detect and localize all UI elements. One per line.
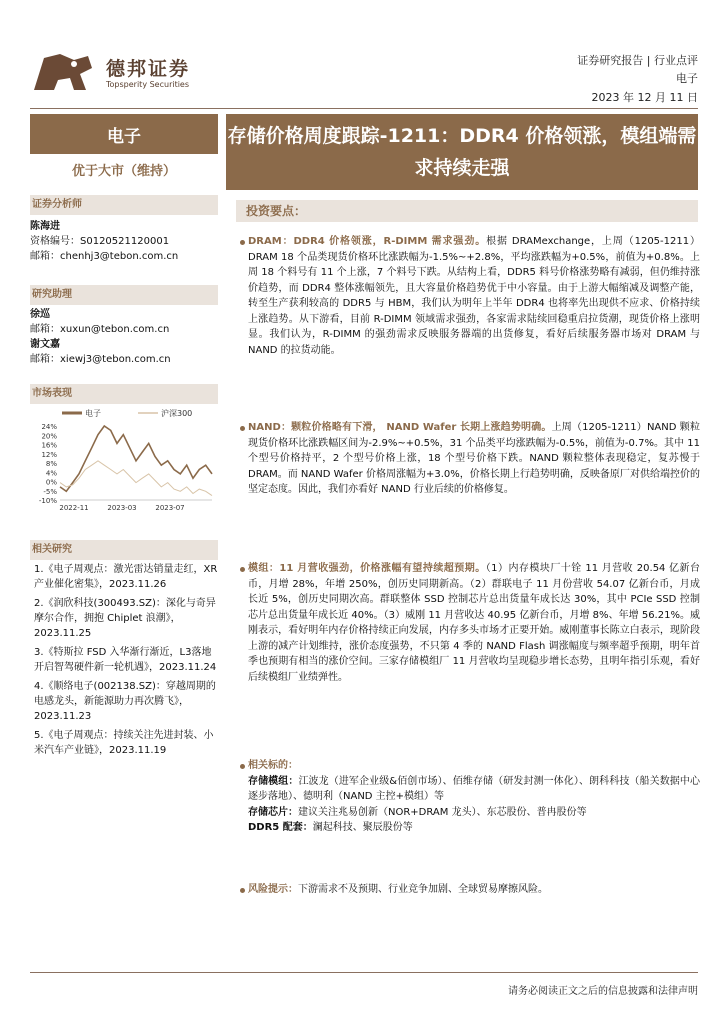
para-targets-head: 相关标的：: [248, 760, 298, 771]
footer-disclaimer: 请务必阅读正文之后的信息披露和法律声明: [508, 986, 698, 997]
related-list: [34, 562, 218, 762]
footer-divider: [30, 972, 698, 973]
legend-label-electronics: 电子: [85, 409, 101, 418]
market-chart: [30, 404, 218, 516]
related-item[interactable]: 3.《特斯拉 FSD 入华渐行渐近，L3落地开启智驾硬件新一轮机遇》，2023.11.24: [34, 647, 217, 673]
para-module: [248, 561, 700, 685]
doc-sector: 电子: [676, 72, 698, 85]
logo-text-cn: 德邦证券: [106, 58, 191, 80]
analyst-block: [30, 219, 218, 264]
x-tick-label: 2022-11: [59, 504, 89, 512]
sector-box: 电子: [30, 114, 218, 154]
logo-mark-icon: [30, 50, 96, 94]
analyst-cert: 资格编号：S0120521120001: [30, 236, 170, 247]
para-nand-head: NAND：颗粒价格略有下滑， NAND Wafer 长期上涨趋势明确。: [248, 422, 552, 433]
para-risk-head: 风险提示：: [248, 884, 298, 895]
assistant1-email[interactable]: 邮箱：xuxun@tebon.com.cn: [30, 324, 170, 335]
y-tick-label: 4%: [45, 469, 57, 478]
company-logo: [30, 50, 200, 94]
bullet-icon: [240, 888, 245, 893]
y-tick-label: 8%: [45, 460, 57, 468]
targets-ddr5-key: DDR5 配套：: [248, 822, 313, 833]
doc-type: 证券研究报告 | 行业点评: [577, 54, 698, 67]
analyst-heading: 证券分析师: [30, 195, 218, 215]
logo-text-en: Topsperity Securities: [106, 80, 190, 89]
para-risk: [248, 882, 700, 898]
para-nand: [248, 420, 700, 498]
analyst-email[interactable]: 邮箱：chenhj3@tebon.com.cn: [30, 251, 179, 262]
related-item[interactable]: 4.《顺络电子(002138.SZ)：穿越周期的电感龙头，新能源助力再次腾飞》，2023.11.23: [34, 681, 216, 722]
y-tick-label: 16%: [41, 441, 57, 450]
related-item[interactable]: 2.《润欣科技(300493.SZ)：深化与奇异摩尔合作，拥抱 Chiplet 浪潮》，2023.11.25: [34, 598, 216, 639]
para-nand-body: 上周（1205-1211）NAND 颗粒现货价格环比涨跌幅区间为-2.9%~+0.5%，31 个品类平均涨跌幅为-0.5%，前值为-0.7%。其中 11 个型号价格持平，2 个型号价格上涨，18 个型号价格下跌。NAND 颗粒整体表现稳定，复苏慢于 DRAM。而 NAND Wafer 价格周涨幅为+3.0%，价格长期上行趋势明确，反映备原厂对供给端控价的坚定态度。因此，我们亦看好 NAND 行业后续的价格修复。: [248, 422, 700, 495]
y-tick-label: 24%: [41, 423, 57, 431]
bullet-icon: [240, 567, 245, 572]
targets-modules: 江波龙（进军企业级&佰创市场）、佰维存储（研发封测一体化）、朗科科技（船关数据中心逐步落地）、德明利（NAND 主控+模组）等: [248, 775, 700, 802]
para-module-head: 模组：11 月营收强劲，价格涨幅有望持续超预期。: [248, 563, 486, 574]
y-tick-label: 20%: [41, 432, 57, 441]
market-heading: 市场表现: [30, 384, 218, 404]
related-item[interactable]: 1.《电子周观点：激光雷达销量走红，XR 产业催化密集》，2023.11.26: [34, 564, 218, 590]
analyst-name: 陈海进: [30, 221, 60, 232]
assistant1-name: 徐巡: [30, 309, 50, 320]
y-tick-label: 12%: [41, 450, 57, 459]
series-line-electronics: [60, 426, 212, 491]
para-dram-head: DRAM：DDR4 价格领涨，R-DIMM 需求强劲。: [248, 236, 487, 247]
para-dram-body: 根据 DRAMexchange，上周（1205-1211）DRAM 18 个品类现货价格环比涨跌幅为-1.5%~+2.8%，平均涨跌幅为+0.5%，前值为+0.8%。上周 18 个料号有 11 个上涨，7 个料号下跌。从结构上看，DDR5 料号价格涨势略有减弱，但仍维持涨价趋势，而 DDR4 整体涨幅领先，且大容量价格趋势优于中小容量。由于上游大幅缩减及调整产能，转至生产获利较高的 DDR5 与 HBM，我们认为明年上半年 DDR4 也将率先出现供不应求、价格持续上涨趋势。从下游看，目前 R-DIMM 领域需求强劲，各家需求陆续回稳重启拉货潮，现货价格上涨明显。我们认为，R-DIMM 的强劲需求反映服务器端的出货修复，看好后续服务器市场对 DRAM 与 NAND 的拉货动能。: [248, 236, 700, 356]
y-tick-label: 0%: [45, 478, 57, 487]
bullet-icon: [240, 764, 245, 769]
para-dram: [248, 234, 700, 358]
targets-modules-key: 存储模组：: [248, 775, 299, 787]
related-item[interactable]: 5.《电子周观点：持续关注先进封装、小米汽车产业链》，2023.11.19: [34, 730, 214, 756]
bullet-icon: [240, 426, 245, 431]
legend-label-hs300: 沪深300: [161, 409, 193, 418]
assistant2-email[interactable]: 邮箱：xiewj3@tebon.com.cn: [30, 354, 171, 365]
para-module-body: （1）内存模块厂十铨 11 月营收 20.54 亿新台币，月增 28%，年增 250%，创历史同期新高。（2）群联电子 11 月份营收 54.07 亿新台币，月成长近 5%，创历史同期次高。群联整体 SSD 控制芯片总出货量年成长达 30%，其中 PCIe SSD 控制芯片总出货量年成长近 40%。（3）威刚 11 月营收达 40.95 亿新台币，月增 8%、年增 56.21%。威刚表示，看好明年内存价格持续正向发展，内存多头市场才正要开始。威刚董事长陈立白表示，现阶段上游的减产计划维持，涨价态度强势，不只第 4 季的 NAND Flash 调涨幅度与频率超乎预期，明年首季也预期有相当的涨价空间。三家存储模组厂 11 月营收均呈现稳步增长态势，且明年指引乐观，看好后续模组厂业绩弹性。: [248, 563, 700, 683]
assistant-block: [30, 307, 218, 367]
targets-ddr5: 澜起科技、聚辰股份等: [312, 822, 413, 833]
rating: 优于大市（维持）: [71, 164, 176, 179]
targets-chips-key: 存储芯片：: [248, 806, 298, 818]
y-tick-label: -10%: [38, 497, 57, 505]
header-divider: [30, 108, 698, 109]
bullet-icon: [240, 240, 245, 245]
assistant2-name: 谢文嘉: [30, 339, 60, 350]
targets-chips: 建议关注兆易创新（NOR+DRAM 龙头）、东芯股份、普冉股份等: [298, 806, 587, 818]
related-heading: 相关研究: [30, 540, 218, 560]
market-chart-svg: [30, 404, 218, 516]
doc-date: 2023 年 12 月 11 日: [591, 91, 698, 104]
para-risk-body: 下游需求不及预期、行业竞争加剧、全球贸易摩擦风险。: [298, 884, 548, 895]
report-title: 存储价格周度跟踪-1211：DDR4 价格领涨，模组端需求持续走强: [226, 114, 698, 190]
x-tick-label: 2023-07: [155, 504, 185, 512]
para-targets: [248, 758, 700, 836]
y-tick-label: -5%: [43, 487, 57, 496]
points-heading: 投资要点：: [236, 200, 698, 222]
x-tick-label: 2023-03: [107, 504, 137, 512]
assistant-heading: 研究助理: [30, 285, 218, 305]
